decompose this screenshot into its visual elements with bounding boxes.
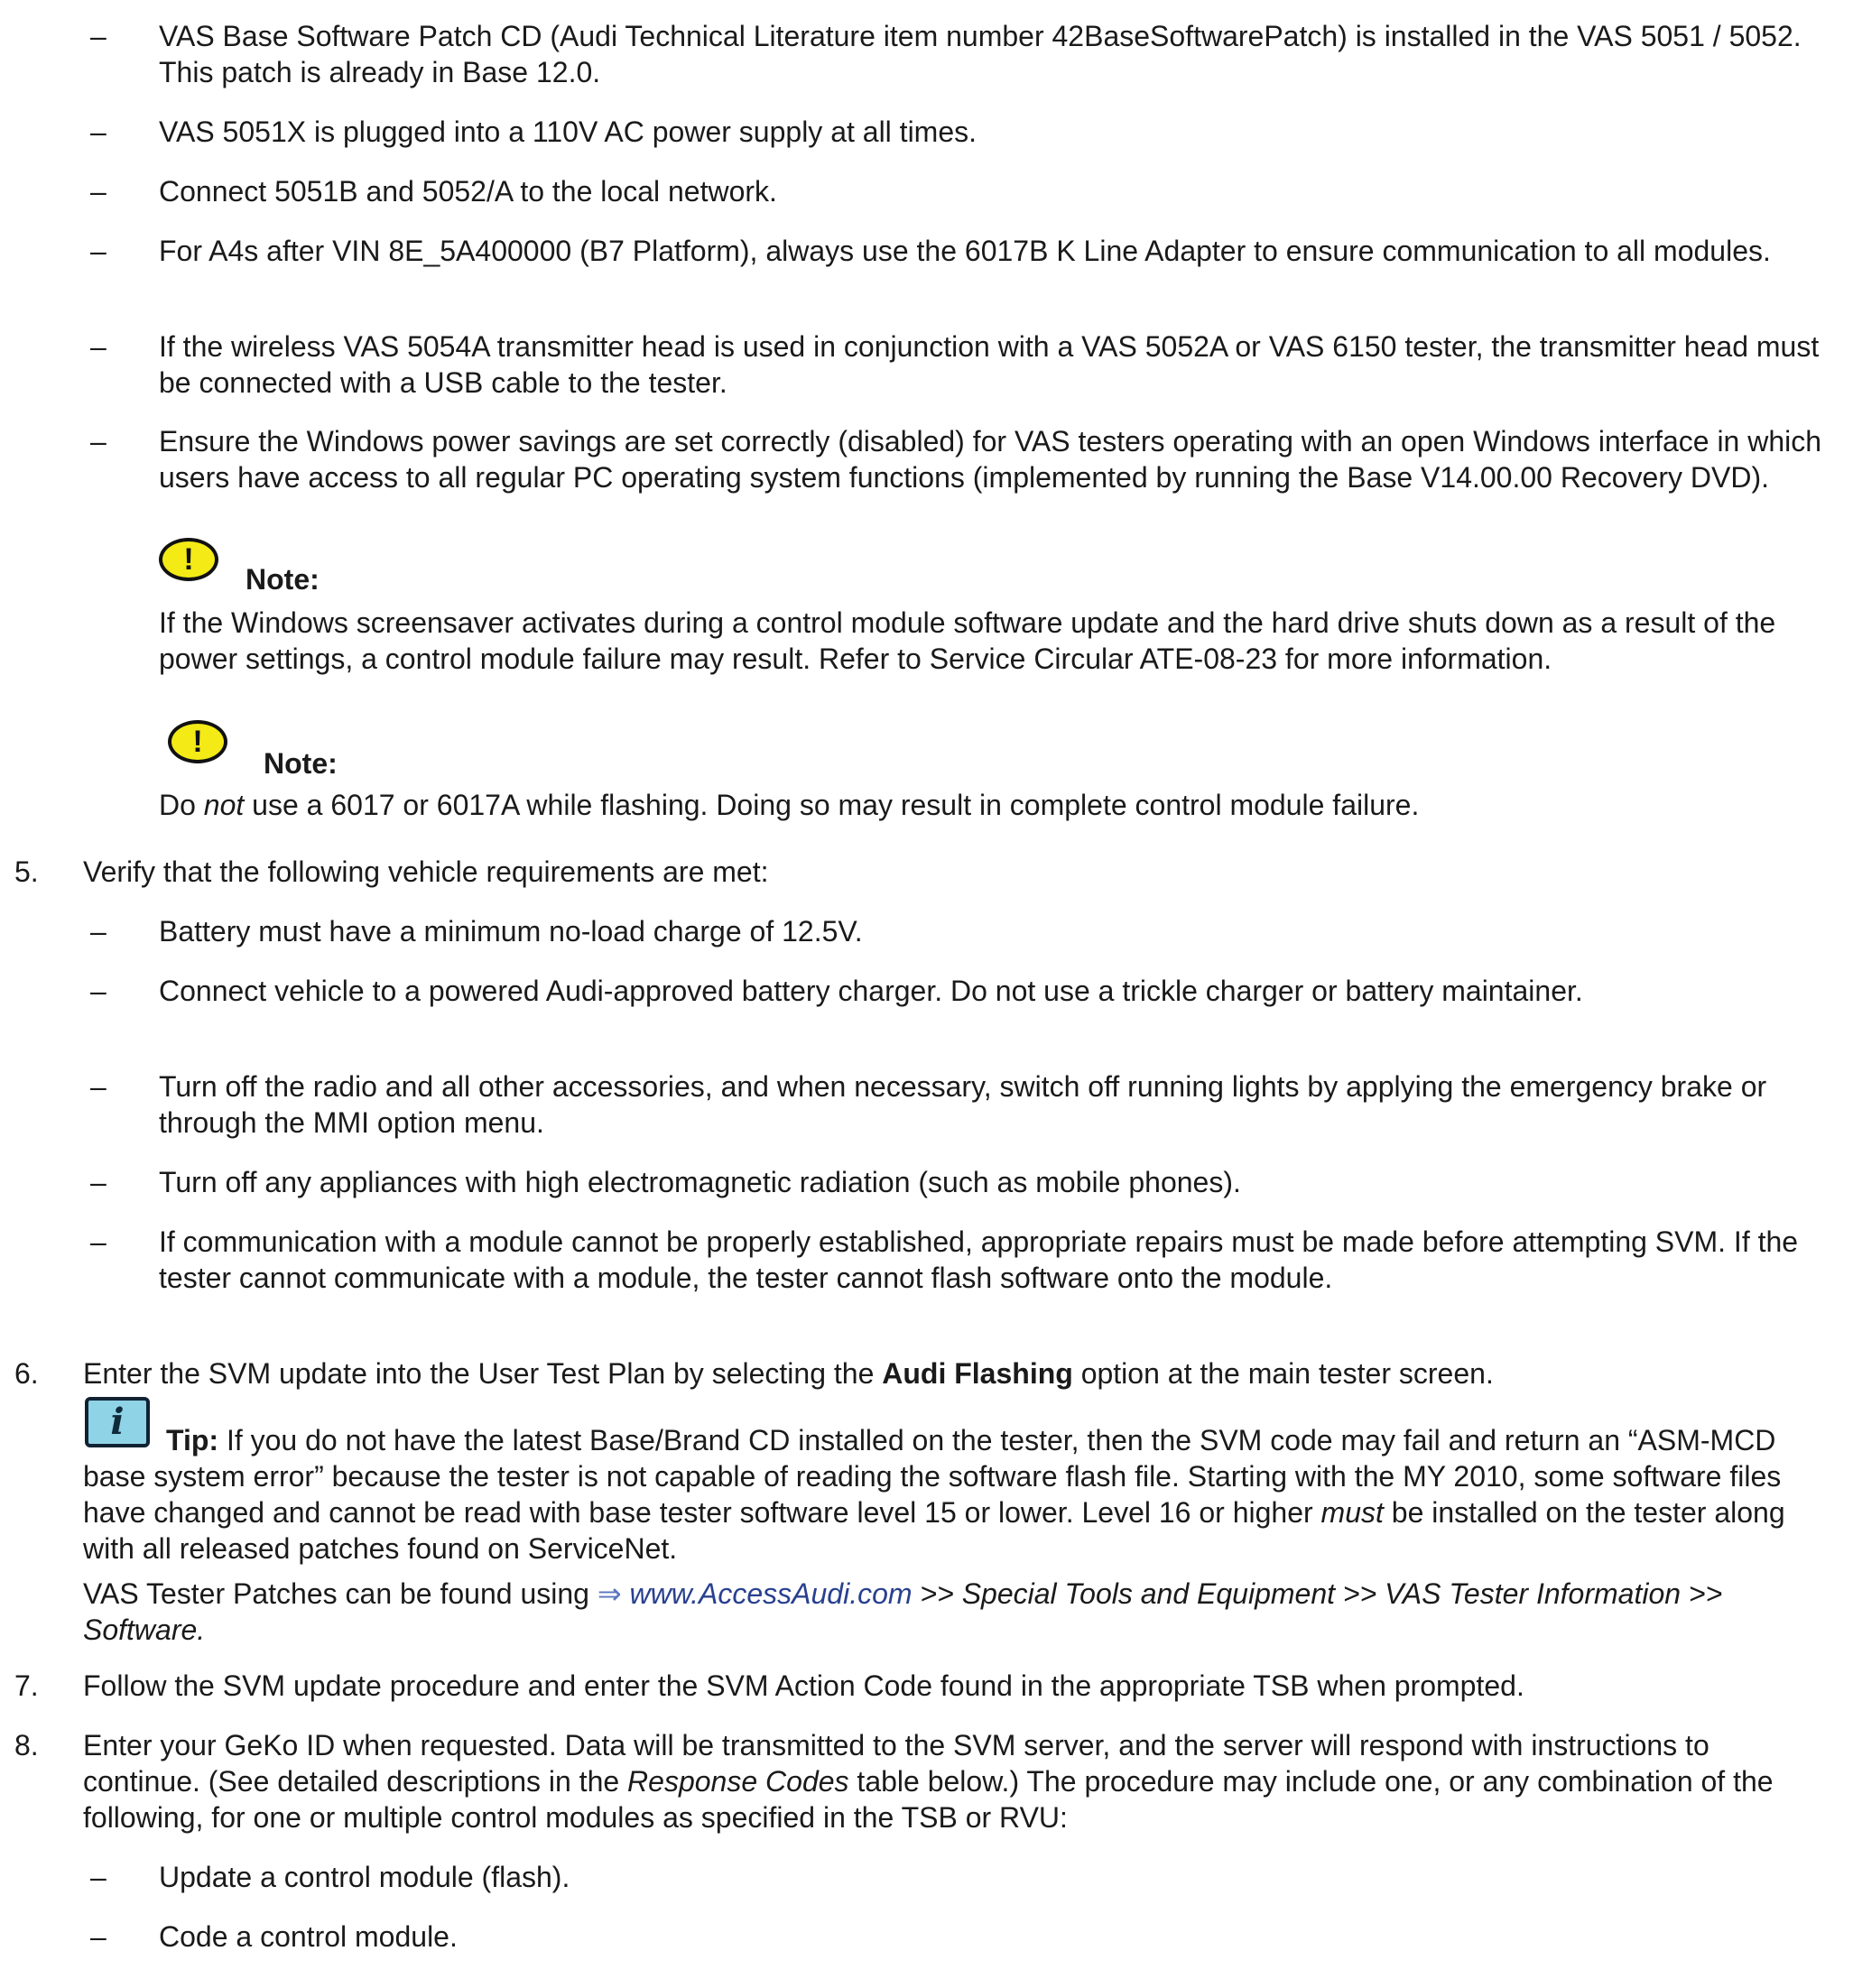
- warning-icon: !: [168, 720, 227, 763]
- step-text-post: option at the main tester screen.: [1072, 1357, 1494, 1390]
- step-text: [83, 1355, 1830, 1392]
- note-text-post: use a 6017 or 6017A while flashing. Doing so may result in complete control module failure.: [244, 789, 1420, 821]
- bullet-text: Code a control module.: [159, 1920, 458, 1953]
- note-text: [159, 787, 1829, 823]
- arrow-icon: ⇒: [597, 1577, 622, 1610]
- patches-path: >> Special Tools and Equipment >> VAS Tester Information >> Software.: [83, 1577, 1723, 1646]
- step-text: [83, 1727, 1830, 1835]
- bullet-text: Ensure the Windows power savings are set correctly (disabled) for VAS testers operating with an open Windows interface in which users have access to all regular PC operating system functions (implemented by running the Base V14.00.00 Recovery DVD).: [159, 425, 1822, 494]
- step-text-post: table below.) The procedure may include one, or any combination of the following, for one or multiple control modules as specified in the TSB or RVU:: [83, 1765, 1774, 1834]
- step-text-pre: Enter your GeKo ID when requested. Data will be transmitted to the SVM server, and the server will respond with instructions to continue. (See detailed descriptions in the: [83, 1729, 1709, 1798]
- patches-pre: VAS Tester Patches can be found using: [83, 1577, 598, 1610]
- tip-text-pre: If you do not have the latest Base/Brand CD installed on the tester, then the SVM code may fail and return an “ASM-MCD base system error” because the tester is not capable of reading the software flash file. Starting with the MY 2010, some software files have changed and cannot be read with base tester software level 15 or lower. Level 16 or higher: [83, 1424, 1782, 1529]
- bullet-text: Turn off any appliances with high electromagnetic radiation (such as mobile phones).: [159, 1166, 1241, 1198]
- note-text-emphasis: not: [203, 789, 245, 821]
- bullet-dash: –: [90, 1920, 107, 1953]
- warning-icon: !: [159, 538, 218, 581]
- audi-flashing-option: Audi Flashing: [882, 1357, 1073, 1390]
- note-label: Note:: [264, 747, 338, 780]
- tip-text-post: be installed on the tester along with all released patches found on ServiceNet.: [83, 1496, 1785, 1565]
- step-text: Follow the SVM update procedure and enter the SVM Action Code found in the appropriate TSB when prompted.: [83, 1669, 1524, 1702]
- bullet-dash: –: [90, 116, 107, 148]
- bullet-dash: –: [90, 915, 107, 948]
- bullet-text: If communication with a module cannot be properly established, appropriate repairs must be made before attempting SVM. If the tester cannot communicate with a module, the tester cannot flash software onto the module.: [159, 1225, 1799, 1294]
- tip-text-emphasis: must: [1320, 1496, 1384, 1529]
- step-number: 7.: [14, 1669, 39, 1702]
- bullet-dash: –: [90, 235, 107, 267]
- bullet-text: Turn off the radio and all other accessories, and when necessary, switch off running lights by applying the emergency brake or through the MMI option menu.: [159, 1070, 1767, 1139]
- note-text: If the Windows screensaver activates during a control module software update and the hard drive shuts down as a result of the power settings, a control module failure may result. Refer to Service Circular ATE-08-23 for more information.: [159, 606, 1776, 675]
- bullet-dash: –: [90, 1861, 107, 1893]
- step-number: 8.: [14, 1729, 39, 1761]
- bullet-dash: –: [90, 330, 107, 363]
- bullet-dash: –: [90, 425, 107, 458]
- step-text: Verify that the following vehicle requirements are met:: [83, 855, 769, 888]
- bullet-text: VAS Base Software Patch CD (Audi Technical Literature item number 42BaseSoftwarePatch) is installed in the VAS 5051 / 5052. This patch is already in Base 12.0.: [159, 20, 1802, 88]
- step-number: 5.: [14, 855, 39, 888]
- bullet-dash: –: [90, 1070, 107, 1103]
- accessaudi-link[interactable]: www.AccessAudi.com: [629, 1577, 913, 1610]
- bullet-text: If the wireless VAS 5054A transmitter head is used in conjunction with a VAS 5052A or VAS 6150 tester, the transmitter head must be connected with a USB cable to the tester.: [159, 330, 1820, 399]
- step-number: 6.: [14, 1357, 39, 1390]
- bullet-dash: –: [90, 20, 107, 52]
- bullet-text: Connect 5051B and 5052/A to the local network.: [159, 175, 777, 208]
- bullet-dash: –: [90, 1166, 107, 1198]
- bullet-dash: –: [90, 175, 107, 208]
- bullet-text: Connect vehicle to a powered Audi-approved battery charger. Do not use a trickle charger or battery maintainer.: [159, 975, 1583, 1007]
- bullet-text: For A4s after VIN 8E_5A400000 (B7 Platform), always use the 6017B K Line Adapter to ensure communication to all modules.: [159, 235, 1771, 267]
- bullet-text: Update a control module (flash).: [159, 1861, 570, 1893]
- bullet-text: Battery must have a minimum no-load charge of 12.5V.: [159, 915, 863, 948]
- note-label: Note:: [246, 563, 320, 596]
- info-icon: i: [85, 1397, 150, 1447]
- note-text-pre: Do: [159, 789, 204, 821]
- tip-label: Tip:: [166, 1424, 219, 1456]
- step-text-pre: Enter the SVM update into the User Test Plan by selecting the: [83, 1357, 883, 1390]
- response-codes-ref: Response Codes: [627, 1765, 849, 1798]
- tip-text: [83, 1422, 1830, 1567]
- patches-text: [83, 1576, 1830, 1648]
- bullet-text: VAS 5051X is plugged into a 110V AC power supply at all times.: [159, 116, 977, 148]
- bullet-dash: –: [90, 1225, 107, 1258]
- bullet-dash: –: [90, 975, 107, 1007]
